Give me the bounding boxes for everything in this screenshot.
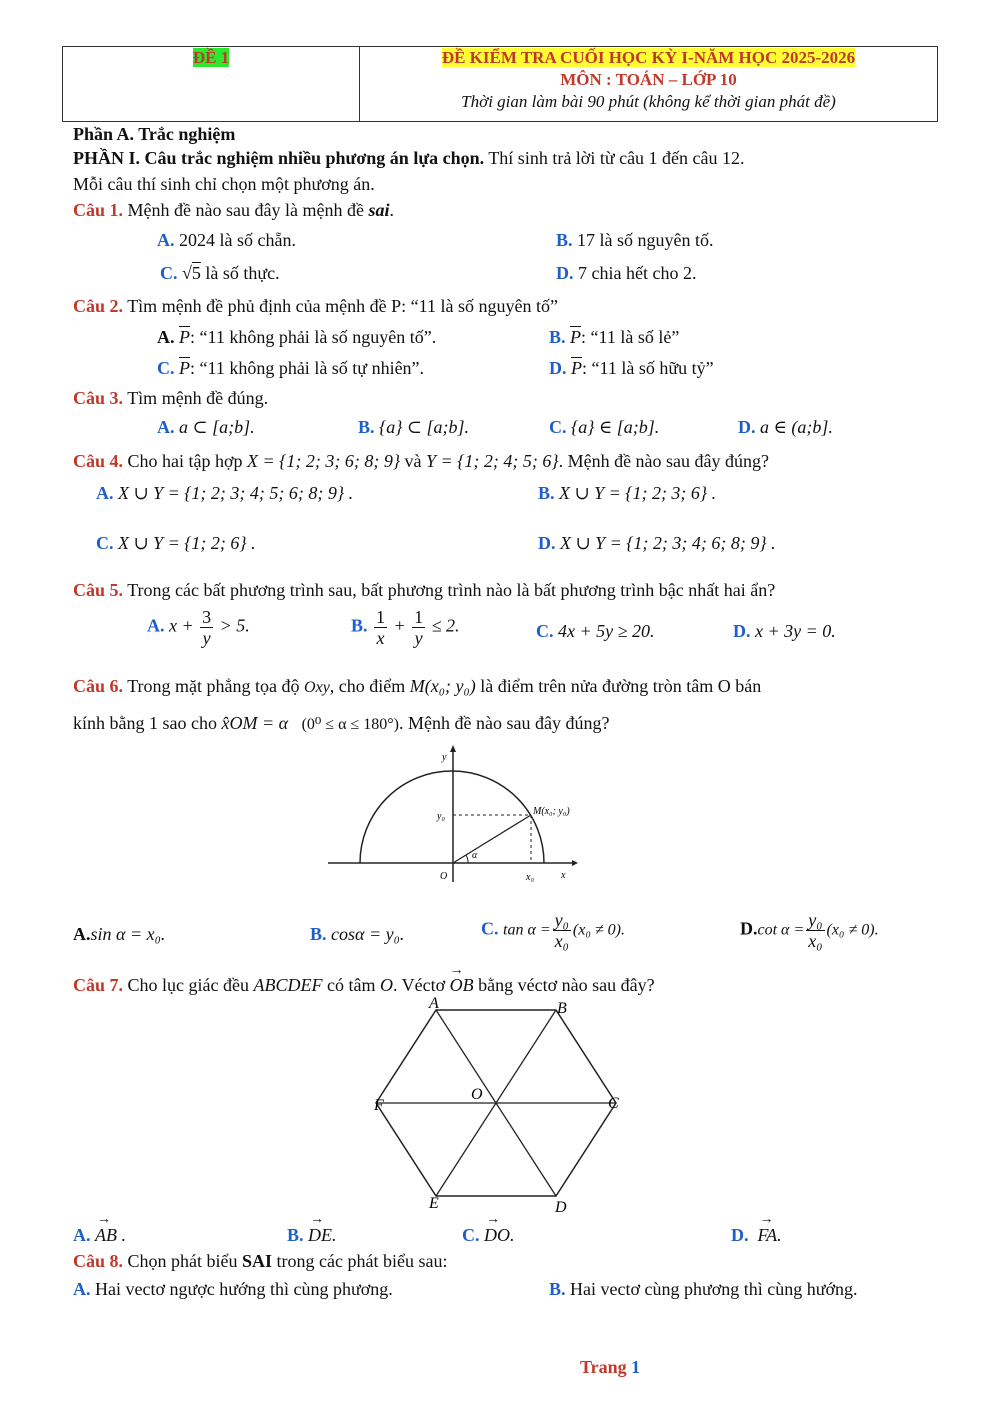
question-8 — [73, 1251, 447, 1272]
option-label: B. — [549, 1279, 566, 1299]
denominator: y — [414, 628, 423, 648]
numerator: 1 — [376, 607, 386, 627]
option-label: D. — [740, 918, 758, 939]
denominator: x₀ — [554, 931, 569, 951]
q2-option-c[interactable] — [157, 358, 424, 379]
denominator: x₀ — [808, 931, 823, 951]
q7-option-b[interactable]: B. → DE. — [287, 1212, 337, 1245]
y-axis-arrow-icon — [450, 745, 456, 752]
fraction — [806, 910, 824, 951]
vertex-b: B — [557, 1000, 567, 1017]
exam-header — [62, 46, 938, 122]
negation-p: $\overline{P}$ — [571, 358, 582, 378]
q7-text2: có tâm — [322, 975, 380, 995]
option-label: A. — [147, 615, 165, 636]
q6-angle: x̂OM = α — [221, 713, 289, 733]
q5-text: Trong các bất phương trình sau, bất phương trình nào là bất phương trình bậc nhất hai ẩn? — [123, 580, 776, 600]
exam-title: ĐỀ KIỂM TRA CUỐI HỌC KỲ I-NĂM HỌC 2025-2026 — [441, 48, 856, 67]
option-text: cosα = y₀. — [331, 924, 405, 944]
option-label: B. — [549, 327, 566, 347]
footer-label: Trang — [580, 1357, 627, 1377]
option-text: : “11 không phải là số nguyên tố”. — [190, 327, 437, 347]
fraction — [553, 910, 571, 951]
option-label: B. — [556, 230, 573, 250]
question-5 — [73, 580, 775, 601]
q1-option-d[interactable] — [556, 263, 696, 284]
option-label: D. — [549, 358, 567, 378]
option-text: 4x + 5y ≥ 20. — [558, 621, 655, 641]
q2-option-a[interactable] — [157, 327, 436, 348]
q1-option-a[interactable] — [157, 230, 296, 251]
angle-arc — [466, 855, 468, 863]
radius-om — [453, 815, 531, 863]
expr: + — [393, 615, 406, 636]
q7-option-a[interactable]: A. → AB . — [73, 1212, 126, 1245]
sqrt-icon: √ — [182, 263, 192, 283]
vector — [484, 1212, 510, 1245]
q1-text: Mệnh đề nào sau đây là mệnh đề — [123, 200, 369, 220]
q8-text: Chọn phát biểu — [123, 1251, 243, 1271]
vector-arrow-icon: → — [759, 1212, 774, 1227]
page-footer — [580, 1357, 640, 1378]
q7-label: Câu 7. — [73, 975, 124, 995]
expr: tan α = — [503, 921, 551, 939]
question-2 — [73, 296, 558, 317]
q2-label: Câu 2. — [73, 296, 124, 316]
option-text: : “11 không phải là số tự nhiên”. — [190, 358, 425, 378]
q5-label: Câu 5. — [73, 580, 124, 600]
vertex-a: A — [429, 996, 439, 1012]
vector-name: AB — [95, 1225, 117, 1245]
option-text: : “11 là số hữu tỷ” — [582, 358, 714, 378]
part1-heading — [73, 148, 745, 169]
exam-time: Thời gian làm bài 90 phút (không kể thời gian phát đề) — [461, 92, 836, 111]
vector-arrow-icon: → — [449, 963, 464, 978]
q3-option-c[interactable] — [549, 417, 659, 438]
option-label: A. — [73, 924, 91, 944]
q6-text2: , cho điểm — [329, 676, 410, 696]
q8-option-a[interactable] — [73, 1279, 393, 1300]
numerator: 3 — [202, 607, 212, 627]
q3-option-a[interactable] — [157, 417, 255, 438]
q6-option-b[interactable] — [310, 924, 404, 945]
option-label: D. — [731, 1225, 749, 1245]
vertex-d: D — [555, 1199, 567, 1216]
expr: cot α = — [757, 921, 805, 939]
option-label: A. — [73, 1225, 91, 1245]
part1-instruction-2: Mỗi câu thí sinh chỉ chọn một phương án. — [73, 174, 375, 194]
vector — [757, 1212, 778, 1245]
numerator: y₀ — [554, 910, 569, 930]
option-text: 7 chia hết cho 2. — [578, 263, 697, 283]
option-label: C. — [462, 1225, 480, 1245]
set-y: Y = {1; 2; 4; 5; 6} — [426, 451, 559, 471]
vector-name: DE — [308, 1225, 333, 1245]
q1-option-c[interactable] — [160, 263, 280, 284]
option-label: B. — [287, 1225, 304, 1245]
option-text: là số thực. — [200, 263, 280, 283]
q4-option-b[interactable] — [538, 483, 716, 504]
vector-arrow-icon: → — [310, 1212, 325, 1227]
option-label: A. — [96, 483, 114, 503]
q6-text3: là điểm trên nửa đường tròn tâm O bán — [475, 676, 762, 696]
q6-oxy: Oxy — [304, 679, 330, 696]
q5-option-b[interactable] — [351, 607, 460, 648]
expr: (x₀ ≠ 0). — [572, 921, 625, 939]
fraction — [200, 607, 213, 648]
q5-option-a[interactable] — [147, 607, 250, 648]
q5-option-c[interactable] — [536, 621, 655, 642]
q1-emphasis: sai — [368, 200, 390, 220]
q4-option-c[interactable] — [96, 533, 256, 554]
q2-option-b[interactable] — [549, 327, 679, 348]
exam-subject: MÔN : TOÁN – LỚP 10 — [560, 70, 737, 89]
option-label: C. — [160, 263, 178, 283]
vector-name: FA — [757, 1225, 778, 1245]
label-o: O — [440, 871, 448, 882]
vector-name: OB — [449, 975, 474, 995]
q3-label: Câu 3. — [73, 388, 124, 408]
q1-label: Câu 1. — [73, 200, 124, 220]
q7-text: Cho lục giác đều — [123, 975, 254, 995]
vertex-f: F — [374, 1097, 384, 1114]
vector-name: DO — [484, 1225, 510, 1245]
q4-text: Cho hai tập hợp — [123, 451, 248, 471]
hexagon-figure — [365, 996, 635, 1216]
q6-option-c[interactable] — [481, 910, 625, 951]
q7-option-d[interactable]: D. → FA. — [731, 1212, 782, 1245]
negation-p: $\overline{P}$ — [179, 358, 190, 378]
q5-option-d[interactable] — [733, 621, 836, 642]
q4-end: . Mệnh đề nào sau đây đúng? — [558, 451, 770, 471]
option-text: sin α = x₀. — [90, 924, 166, 944]
expr: > 5. — [219, 615, 250, 636]
label-alpha: α — [472, 850, 478, 861]
label-m: M(x₀; y₀) — [533, 806, 570, 817]
question-3 — [73, 388, 268, 409]
option-label: D. — [733, 621, 751, 641]
vertex-c: C — [608, 1095, 619, 1112]
option-text: {a} ⊂ [a;b]. — [379, 417, 469, 437]
q1-option-b[interactable] — [556, 230, 714, 251]
option-label: A. — [157, 327, 175, 347]
vector-arrow-icon: → — [97, 1212, 111, 1227]
option-label: B. — [358, 417, 375, 437]
q7-text3: . Véctơ — [392, 975, 450, 995]
q6-text: Trong mặt phẳng tọa độ — [123, 676, 305, 696]
option-label: A. — [157, 417, 175, 437]
q6-line2: kính bằng 1 sao cho — [73, 713, 222, 733]
question-6-line2 — [73, 713, 609, 734]
q7-center: O — [379, 975, 393, 995]
option-text: : “11 là số lẻ” — [581, 327, 680, 347]
option-text: X ∪ Y = {1; 2; 3; 4; 6; 8; 9} . — [560, 533, 776, 553]
vector-ob — [449, 963, 474, 995]
question-4 — [73, 451, 769, 472]
expr: x + — [169, 615, 194, 636]
question-1 — [73, 200, 394, 221]
option-label: C. — [549, 417, 567, 437]
q3-option-b[interactable] — [358, 417, 469, 438]
radicand: 5 — [191, 263, 201, 283]
vector — [95, 1212, 117, 1245]
option-text: X ∪ Y = {1; 2; 3; 4; 5; 6; 8; 9} . — [118, 483, 354, 503]
option-text: 2024 là số chẵn. — [179, 230, 296, 250]
header-left-cell — [63, 47, 360, 122]
label-y: y — [442, 752, 447, 763]
page-number: 1 — [631, 1357, 641, 1377]
q6-point-m: M(x₀; y₀) — [409, 676, 476, 696]
denominator: y — [202, 628, 211, 648]
part1-instruction: Thí sinh trả lời từ câu 1 đến câu 12. — [484, 148, 745, 168]
option-label: C. — [157, 358, 175, 378]
option-label: B. — [351, 615, 368, 636]
exam-code: ĐỀ 1 — [192, 48, 230, 67]
option-label: A. — [157, 230, 175, 250]
header-right-cell — [360, 47, 938, 122]
q8-label: Câu 8. — [73, 1251, 124, 1271]
question-7 — [73, 963, 655, 996]
vertex-o: O — [471, 1086, 483, 1103]
numerator: 1 — [414, 607, 424, 627]
q4-option-a[interactable] — [96, 483, 353, 504]
x-axis-arrow-icon — [572, 860, 578, 866]
q6-label: Câu 6. — [73, 676, 124, 696]
expr: ≤ 2. — [431, 615, 460, 636]
expr: (x₀ ≠ 0). — [826, 921, 879, 939]
q6-option-d[interactable] — [740, 910, 879, 951]
label-y0: y₀ — [437, 811, 445, 822]
q8-option-b[interactable] — [549, 1279, 858, 1300]
option-label: D. — [538, 533, 556, 553]
option-text: 17 là số nguyên tố. — [577, 230, 714, 250]
option-text: Hai vectơ ngược hướng thì cùng phương. — [90, 1279, 393, 1299]
q6-option-a[interactable] — [73, 924, 165, 945]
label-x: x — [561, 870, 566, 881]
option-text: X ∪ Y = {1; 2; 3; 6} . — [559, 483, 717, 503]
part-a-title: Phần A. Trắc nghiệm — [73, 124, 236, 144]
fraction — [412, 607, 425, 648]
option-text: x + 3y = 0. — [755, 621, 836, 641]
numerator: y₀ — [808, 910, 823, 930]
q3-text: Tìm mệnh đề đúng. — [123, 388, 269, 408]
q6-line2-end: . Mệnh đề nào sau đây đúng? — [398, 713, 610, 733]
option-label: B. — [538, 483, 555, 503]
semicircle — [360, 771, 544, 863]
question-6 — [73, 676, 761, 697]
q6-range: (0⁰ ≤ α ≤ 180°) — [301, 716, 399, 733]
option-label: B. — [310, 924, 327, 944]
q7-option-c[interactable]: C. → DO. — [462, 1212, 515, 1245]
option-label: C. — [481, 918, 499, 939]
option-text: X ∪ Y = {1; 2; 6} . — [118, 533, 256, 553]
fraction — [374, 607, 387, 648]
option-label: C. — [536, 621, 554, 641]
negation-p: $\overline{P}$ — [570, 327, 582, 347]
vector-arrow-icon: → — [486, 1212, 500, 1227]
label-x0: x₀ — [526, 872, 534, 883]
q1-end: . — [389, 200, 394, 220]
q8-text2: trong các phát biểu sau: — [272, 1251, 448, 1271]
q4-and: và — [400, 451, 427, 471]
negation-p: $\overline{P}$ — [179, 327, 190, 347]
part1-title: PHẦN I. Câu trắc nghiệm nhiều phương án lựa chọn. — [73, 148, 485, 168]
unit-circle-figure — [320, 740, 580, 885]
q4-option-d[interactable] — [538, 533, 776, 554]
option-text: a ⊂ [a;b]. — [179, 417, 255, 437]
option-text: a ∈ (a;b]. — [760, 417, 833, 437]
option-label: A. — [73, 1279, 91, 1299]
q8-sai: SAI — [242, 1251, 273, 1271]
q2-option-d[interactable] — [549, 358, 714, 379]
set-x: X = {1; 2; 3; 6; 8; 9} — [247, 451, 401, 471]
option-text: {a} ∈ [a;b]. — [571, 417, 660, 437]
q7-text4: bằng véctơ nào sau đây? — [473, 975, 655, 995]
q7-hexagon: ABCDEF — [253, 975, 323, 995]
q4-label: Câu 4. — [73, 451, 124, 471]
q2-text: Tìm mệnh đề phủ định của mệnh đề P: “11 là số nguyên tố” — [123, 296, 558, 316]
q3-option-d[interactable] — [738, 417, 833, 438]
option-label: C. — [96, 533, 114, 553]
option-text: Hai vectơ cùng phương thì cùng hướng. — [570, 1279, 858, 1299]
vertex-e: E — [429, 1195, 439, 1212]
option-label: D. — [738, 417, 756, 437]
option-label: D. — [556, 263, 574, 283]
denominator: x — [376, 628, 385, 648]
